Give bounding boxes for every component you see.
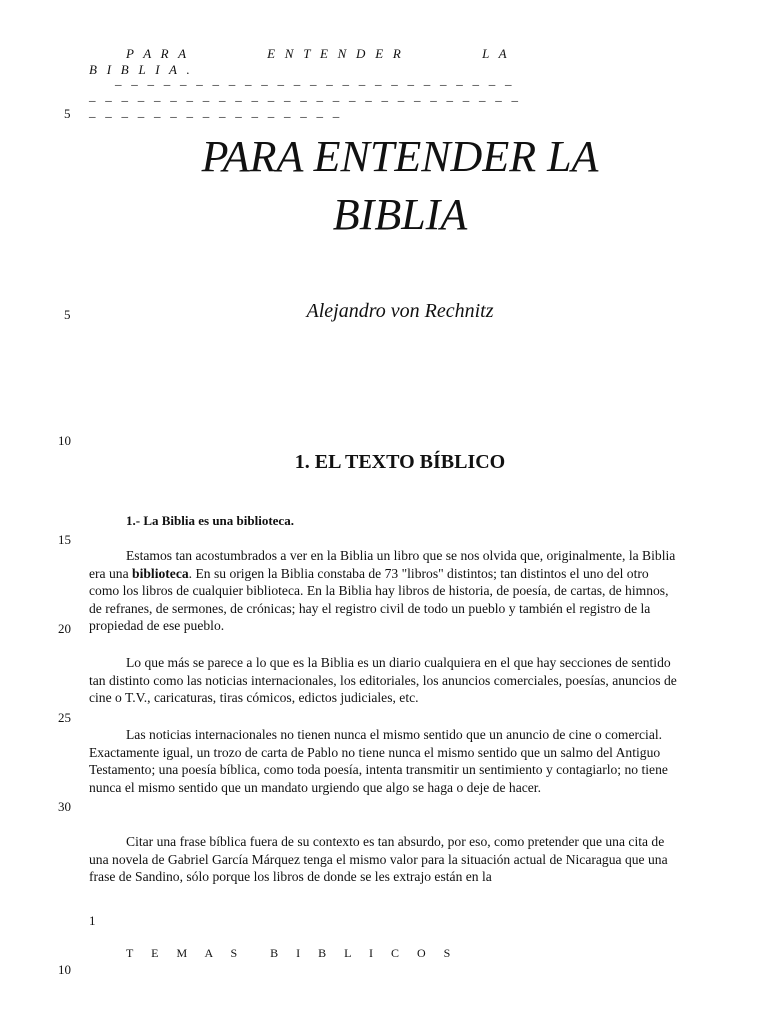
document-title [90, 128, 710, 244]
paragraph-4: Citar una frase bíblica fuera de su contexto es tan absurdo, por eso, como pretender que una cita de una novela de Gabriel García Márquez tenga el mismo valor para la situación actual de Nicaragua que una frase de Sandino, sólo porque los libros de donde se les extrajo están en la [89, 834, 668, 885]
line-number: 5 [64, 307, 71, 322]
running-footer: T E M A S B I B L I C O S [126, 946, 451, 960]
section-heading: 1.- La Biblia es una biblioteca. [126, 513, 294, 528]
line-number: 20 [58, 621, 71, 636]
paragraph-1-bold-term: biblioteca [132, 565, 189, 581]
author-name: Alejandro von Rechnitz [306, 300, 494, 322]
paragraph-1-text-b: . En su origen la Biblia constaba de 73 "libros" distintos; tan distintos el uno del otro como los libros de cualquier biblioteca. En la Biblia hay libros de historia, de poesía, de cartas, de himnos, de refranes, de sermones, de crónicas; hay el registro civil de todo un pueblo y también el registro de la propiedad de ese pueblo. [89, 565, 669, 634]
paragraph-1-text-a: Estamos tan acostumbrados a ver en la Biblia un libro que se nos olvida que, originalmente, la Biblia era una [89, 548, 676, 581]
line-number: 5 [64, 106, 71, 121]
running-header-line1: P A R A E N T E N D E R L A [126, 46, 507, 61]
document-title-line2: BIBLIA [332, 190, 468, 239]
line-number: 25 [58, 710, 71, 725]
dash-rule-1: _ _ _ _ _ _ _ _ _ _ _ _ _ _ _ _ _ _ _ _ _ _ _ _ _ [115, 72, 512, 87]
paragraph-3: Las noticias internacionales no tienen nunca el mismo sentido que un anuncio de cine o comercial. Exactamente igual, un trozo de carta de Pablo no tiene nunca el mismo sentido que un salmo del Antiguo Testamento; una poesía bíblica, como toda poesía, intenta transmitir un sentimiento y contagiarlo; no tiene nunca el mismo sentido que un mandato urgiendo que algo se haga o deje de hacer. [89, 727, 668, 795]
running-header-line2: B I B L I A . [89, 62, 190, 77]
chapter-heading: 1. EL TEXTO BÍBLICO [294, 451, 506, 473]
page-number: 1 [89, 913, 96, 928]
dash-rule-2: _ _ _ _ _ _ _ _ _ _ _ _ _ _ _ _ _ _ _ _ _ _ _ _ _ _ _ [89, 88, 518, 103]
line-number: 30 [58, 799, 71, 814]
paragraph-1 [89, 547, 679, 635]
document-title-line1: PARA ENTENDER LA [201, 132, 599, 181]
dash-rule-3: _ _ _ _ _ _ _ _ _ _ _ _ _ _ _ _ [89, 104, 340, 119]
line-number: 10 [58, 433, 71, 448]
line-number: 10 [58, 962, 71, 977]
paragraph-2: Lo que más se parece a lo que es la Biblia es un diario cualquiera en el que hay secciones de sentido tan distinto como las noticias internacionales, los editoriales, los anuncios comerciales, poesías, anuncios de cine o T.V., caricaturas, tiras cómicos, edictos judiciales, etc. [89, 655, 677, 706]
line-number: 15 [58, 532, 71, 547]
